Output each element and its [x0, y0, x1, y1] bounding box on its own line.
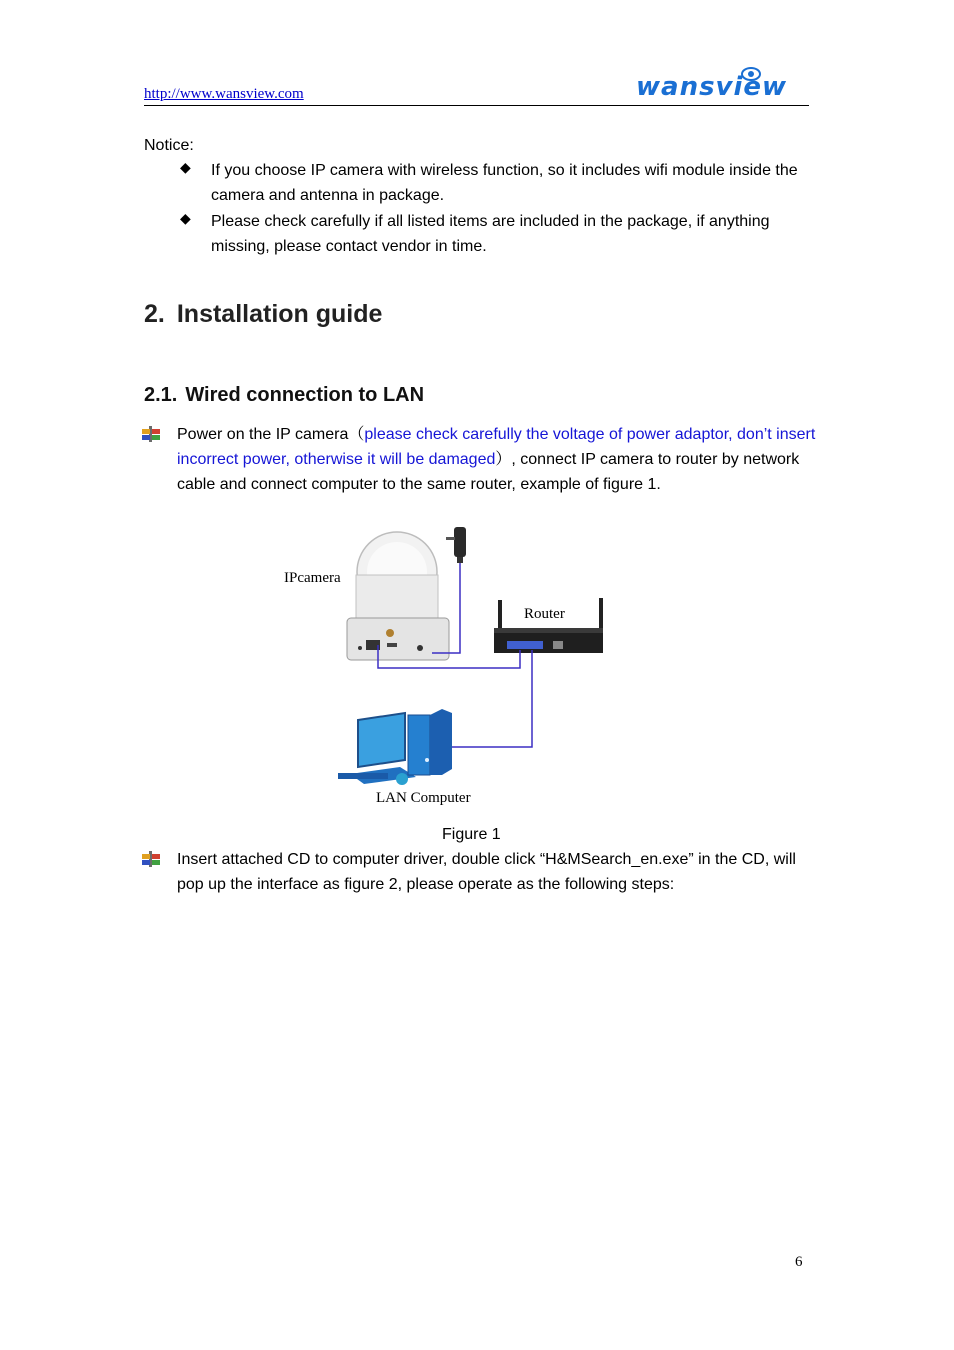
header-divider: [144, 105, 809, 106]
notice-bullet-1: If you choose IP camera with wireless function, so it includes wifi module inside the camera and antenna in package.: [211, 162, 798, 204]
page-number: 6: [795, 1254, 803, 1270]
flag-bullet-icon: [142, 851, 160, 867]
diamond-bullet-icon: ◆: [180, 159, 191, 175]
section-title: Installation guide: [176, 300, 383, 328]
para1-text-end: ）, connect IP camera to router by network cable and connect computer to the same router, example of figure 1.: [177, 451, 800, 493]
diamond-bullet-icon: ◆: [180, 210, 191, 226]
logo-wordmark: wansview: [636, 72, 788, 102]
section-number: 2.: [144, 300, 165, 328]
flag-bullet-icon: [142, 426, 160, 442]
lan-computer-icon: [338, 709, 452, 785]
subsection-number: 2.1.: [144, 384, 178, 406]
notice-label: Notice:: [144, 137, 194, 154]
label-ipcamera: IPcamera: [284, 570, 341, 586]
header-url-link[interactable]: http://www.wansview.com: [144, 86, 304, 102]
section-heading: [144, 300, 382, 329]
paragraph-power-on: [177, 422, 817, 497]
label-router: Router: [524, 606, 565, 622]
label-lan-computer: LAN Computer: [376, 790, 471, 806]
paragraph-insert-cd: Insert attached CD to computer driver, double click “H&MSearch_en.exe” in the CD, will pop up the interface as figure 2, please operate as the following steps:: [177, 851, 796, 893]
para1-text-start: Power on the IP camera（: [177, 426, 365, 443]
network-diagram: [270, 515, 630, 815]
para1-warning-text: please check carefully the voltage of power adaptor, don’t insert incorrect power, otherwise it will be damaged: [177, 426, 816, 468]
subsection-heading: [144, 384, 424, 407]
notice-bullet-2: Please check carefully if all listed items are included in the package, if anything missing, please contact vendor in time.: [211, 213, 770, 255]
brand-logo: [634, 64, 809, 106]
power-adaptor-icon: [446, 527, 466, 563]
subsection-title: Wired connection to LAN: [185, 384, 425, 406]
figure-caption: Figure 1: [442, 826, 501, 843]
ip-camera-icon: [347, 532, 449, 660]
